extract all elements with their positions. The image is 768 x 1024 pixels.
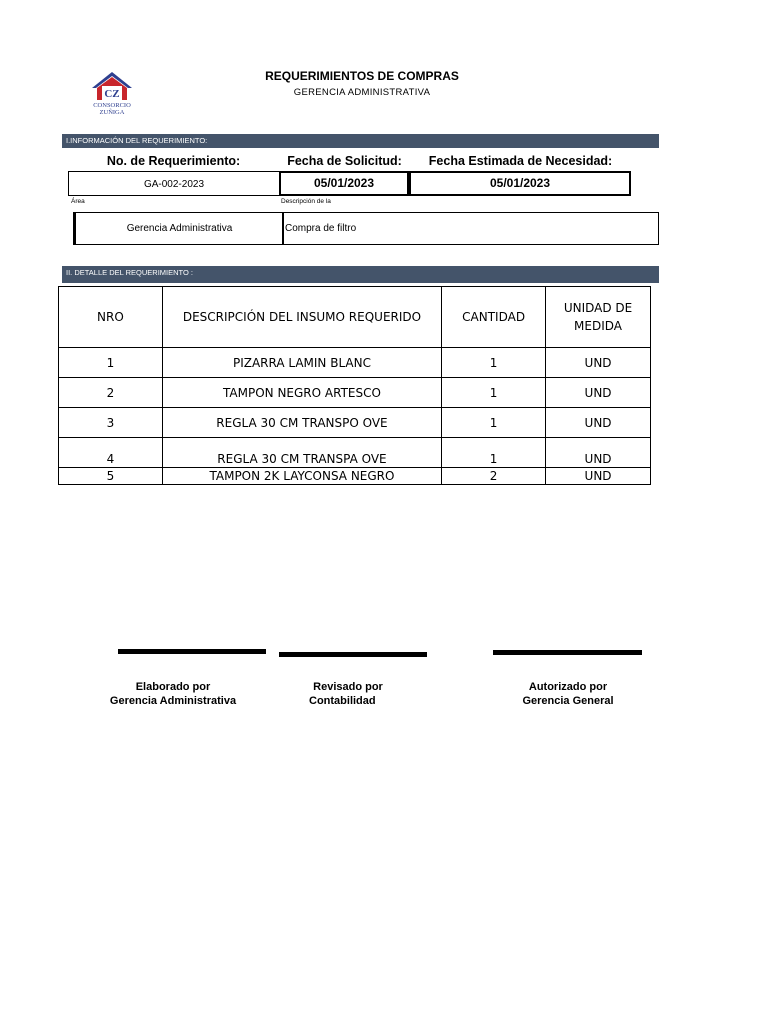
fecha-solicitud-box — [279, 171, 409, 196]
detail-section-band: II. DETALLE DEL REQUERIMIENTO : — [62, 266, 659, 283]
col-header-cantidad: CANTIDAD — [442, 287, 546, 348]
fecha-estimada-label: Fecha Estimada de Necesidad: — [428, 154, 613, 168]
signature-revisado-role: Revisado por — [313, 681, 383, 693]
info-section-band: I.INFORMACIÓN DEL REQUERIMIENTO: — [62, 134, 659, 148]
fecha-solicitud-label: Fecha de Solicitud: — [287, 154, 402, 168]
table-row — [59, 348, 651, 378]
signature-revisado-dept: Contabilidad — [309, 695, 376, 707]
req-no-label: No. de Requerimiento: — [106, 154, 241, 168]
signature-autorizado-dept: Gerencia General — [522, 695, 614, 707]
cell-cantidad: 1 — [442, 378, 546, 408]
table-row — [59, 438, 651, 468]
cell-unidad: UND — [546, 408, 651, 438]
cell-cantidad: 1 — [442, 408, 546, 438]
table-row — [59, 468, 651, 485]
descripcion-label: Descripción de la — [281, 198, 331, 205]
cell-descripcion: REGLA 30 CM TRANSPO OVE — [162, 408, 441, 438]
area-box — [73, 212, 284, 245]
cell-cantidad: 2 — [442, 468, 546, 485]
area-value: Gerencia Administrativa — [126, 223, 233, 234]
cell-cantidad: 1 — [442, 348, 546, 378]
signature-line-elaborado — [118, 649, 266, 654]
col-header-nro: NRO — [59, 287, 163, 348]
logo-line2: ZUÑIGA — [99, 109, 125, 116]
fecha-estimada-box — [409, 171, 631, 196]
document-title: REQUERIMIENTOS DE COMPRAS — [265, 69, 459, 83]
logo-line1: CONSORCIO — [93, 102, 131, 109]
company-logo — [88, 68, 136, 116]
signature-elaborado — [98, 680, 248, 708]
cell-cantidad: 1 — [442, 438, 546, 468]
cell-nro: 5 — [59, 468, 163, 485]
descripcion-value: Compra de filtro — [285, 223, 357, 234]
cell-unidad: UND — [546, 468, 651, 485]
table-header-row — [59, 287, 651, 348]
area-label: Área — [71, 198, 85, 205]
signature-revisado — [288, 680, 408, 708]
cell-unidad: UND — [546, 378, 651, 408]
cell-nro: 3 — [59, 408, 163, 438]
cell-descripcion: PIZARRA LAMIN BLANC — [162, 348, 441, 378]
req-no-box — [68, 171, 280, 196]
cell-nro: 2 — [59, 378, 163, 408]
items-table — [58, 286, 651, 485]
cell-nro: 4 — [59, 438, 163, 468]
signature-line-revisado — [279, 652, 427, 657]
cell-descripcion: TAMPON NEGRO ARTESCO — [162, 378, 441, 408]
document-subtitle: GERENCIA ADMINISTRATIVA — [293, 87, 431, 98]
signature-elaborado-role: Elaborado por — [135, 681, 211, 693]
company-logo-icon — [88, 68, 136, 116]
col-header-unidad: UNIDAD DE MEDIDA — [546, 287, 651, 348]
fecha-estimada-value: 05/01/2023 — [489, 176, 551, 190]
req-no-value: GA-002-2023 — [143, 179, 205, 190]
signature-elaborado-dept: Gerencia Administrativa — [109, 695, 237, 707]
table-row — [59, 378, 651, 408]
logo-initials: CZ — [104, 88, 120, 100]
cell-descripcion: TAMPON 2K LAYCONSA NEGRO — [162, 468, 441, 485]
cell-descripcion: REGLA 30 CM TRANSPA OVE — [162, 438, 441, 468]
cell-nro: 1 — [59, 348, 163, 378]
descripcion-box — [282, 212, 659, 245]
signature-autorizado — [493, 680, 643, 708]
table-row — [59, 408, 651, 438]
cell-unidad: UND — [546, 348, 651, 378]
signature-autorizado-role: Autorizado por — [528, 681, 608, 693]
signature-line-autorizado — [493, 650, 642, 655]
fecha-solicitud-value: 05/01/2023 — [313, 176, 375, 190]
col-header-descripcion: DESCRIPCIÓN DEL INSUMO REQUERIDO — [162, 287, 441, 348]
cell-unidad: UND — [546, 438, 651, 468]
